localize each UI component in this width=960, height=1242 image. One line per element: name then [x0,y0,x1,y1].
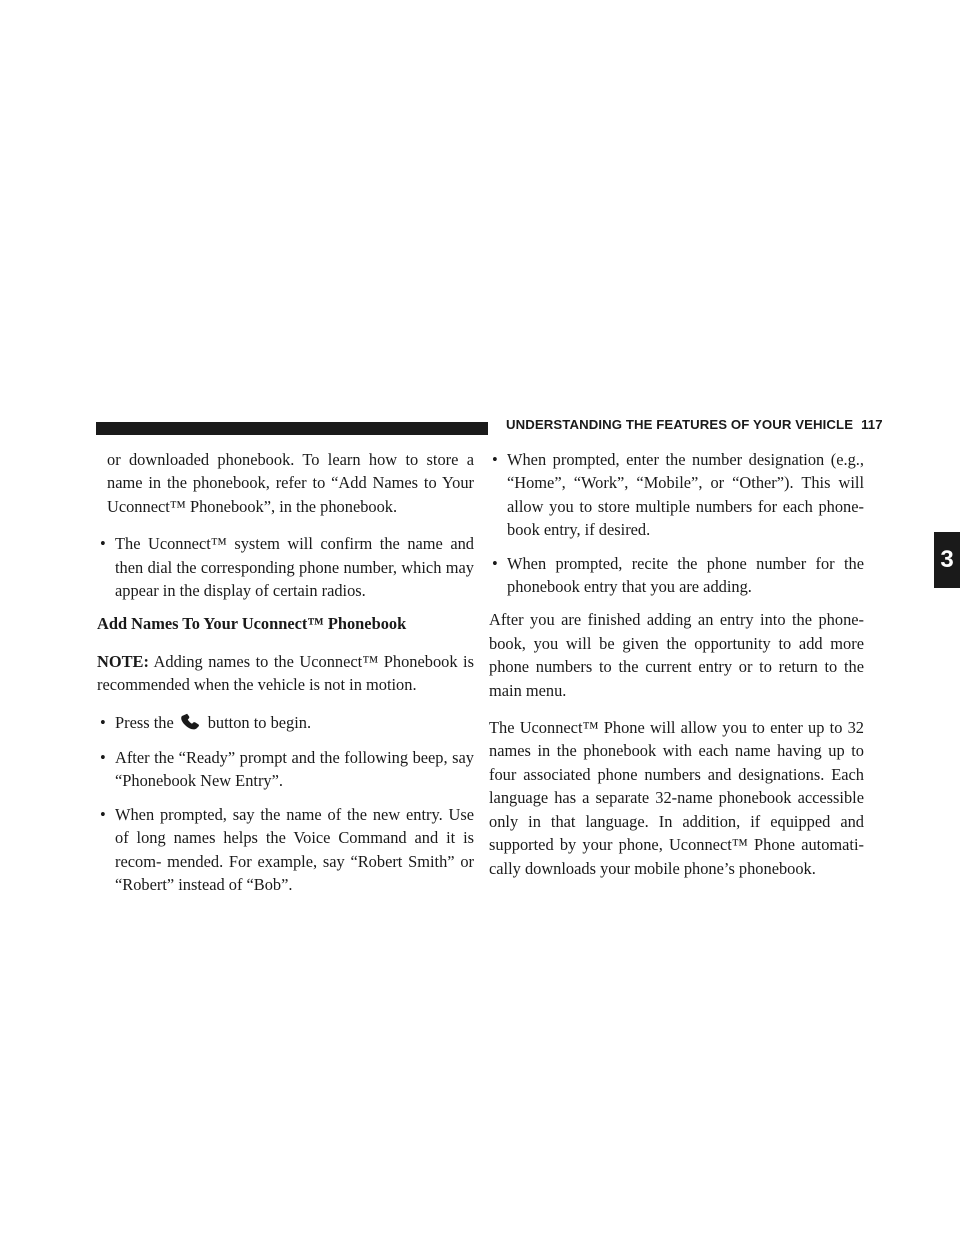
section-heading: Add Names To Your Uconnect™ Phonebook [97,614,407,634]
list-item-text: Press the [115,712,174,732]
running-header [506,417,883,432]
chapter-tab: 3 [934,532,960,588]
paragraph-capacity: The Uconnect™ Phone will allow you to enter up to 32 names in the phonebook with each name having up to four associated phone numbers and designations. Each language has a separate 32-name phonebook accessible only in that language. In addition, if equipped and supported by your phone, Uconnect™ Phone automati- cally downloads your mobile phone’s phonebook. [489,718,864,878]
list-item-press [97,711,474,736]
continued-paragraph: or downloaded phonebook. To learn how to store a name in the phonebook, refer to “Add Names to Your Uconnect™ Phonebook”, in the phonebook. [107,450,474,516]
list-item-name [97,803,474,897]
bullet-dot: • [100,712,106,732]
header-title: UNDERSTANDING THE FEATURES OF YOUR VEHICLE [506,417,854,432]
list-item-ready [97,746,474,793]
list-item-text: When prompted, recite the phone number for the phonebook entry that you are adding. [507,553,864,597]
header-rule [96,422,488,435]
list-item-text: After the “Ready” prompt and the following beep, say “Phonebook New Entry”. [115,748,474,791]
paragraph-after-adding: After you are finished adding an entry into the phone- book, you will be given the opportunity to add more phone numbers to the current entry or to return to the main menu. [489,610,864,700]
bullet-dot: • [100,804,106,824]
list-item-text: When prompted, say the name of the new entry. Use of long names helps the Voice Command and it is recom- mended. For example, say “Robert Smith” or “Robert” instead of “Bob”. [115,804,474,895]
bullet-dot: • [492,553,498,573]
note-text: Adding names to the Uconnect™ Phonebook is recommended when the vehicle is not in motion. [97,651,474,695]
list-item-text: When prompted, enter the number designation (e.g., “Home”, “Work”, “Mobile”, or “Other”). This will allow you to store multiple numbers for each phone- book entry, if desired. [507,450,864,540]
note-paragraph [97,650,474,697]
page-number: 117 [861,417,883,432]
bullet-dot: • [100,534,106,554]
list-item-designation [489,448,864,542]
bullet-dot: • [100,748,106,768]
bullet-dot: • [492,450,498,469]
list-item-recite [489,552,864,599]
right-column [489,448,864,894]
left-column [97,448,474,907]
list-item-confirm [97,532,474,602]
note-label: NOTE: [97,651,149,671]
phone-icon [176,712,204,736]
list-item-text-end: button to begin. [207,712,312,732]
list-item-text: The Uconnect™ system will confirm the name and then dial the corresponding phone number, which may appear in the display of certain radios. [115,534,474,601]
